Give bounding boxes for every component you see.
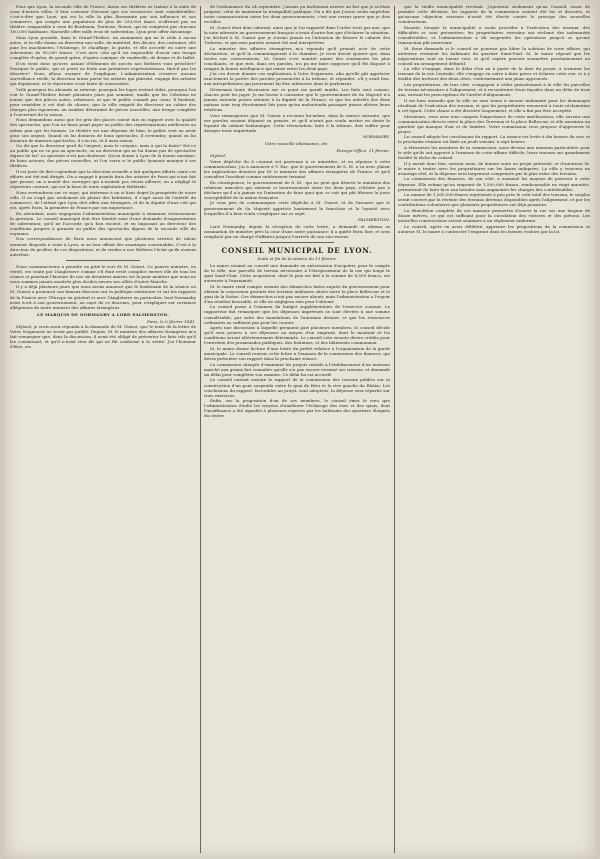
article-paragraph: Il y a déjà plusieurs jours que nous avons annoncé que le lendemain de la séance où M. Guizot a prononcé son fameux discours sur la politique extérieure et sur les rapports de la France avec l'Europe en général et avec l'Angleterre en particulier, lord Normanby avait écrit à son gouvernement, au sujet de ce discours, pour s'expliquer sur certaines allégations de notre ministre des affaires étrangères. [10, 284, 196, 310]
reply-salutation: Mylord, [210, 153, 227, 159]
article-paragraph: La somme de 1,500,000 francs représente à peu près le coût total des travaux; le surplus serait couvert par la revente des terrains devenus disponibles après l'alignement, et par les contributions volontaires que plusieurs propriétaires ont déjà promises. [398, 192, 590, 208]
article-paragraph: Le ministre des affaires étrangères m'a répondu qu'il prenait acte de cette déclaration, et qu'il la communiquerait à la chambre. Je crois devoir ajouter que, dans toutes nos conversations, M. Guizot s'est montré animé des sentiments les plus conciliants, et que rien, dans ses paroles, n'a pu me faire supposer qu'il fût disposé à rompre la bonne intelligence qui existe entre les deux pays. [204, 45, 390, 71]
reply-dateline: Foreign-Office, 11 février. [336, 148, 390, 154]
council-paragraph: Le conseil entend ensuite le rapport de la commission des travaux publics sur la construction d'un pont suspendu entre le quai de Retz et la rive gauche du Rhône. Les conclusions du rapport, favorables au projet, sont adoptées; la dépense sera répartie sur trois exercices. [204, 377, 390, 398]
article-paragraph: A Messieurs les membres de la commission, nous devons une mention particulière pour le zèle qu'ils ont apporté à l'examen de cette affaire difficile; leurs travaux ont grandement facilité la tâche du conseil. [398, 145, 590, 161]
council-paragraph: Après une discussion à laquelle prennent part plusieurs membres, le conseil décide qu'il sera pourvu à ces dépenses au moyen d'un emprunt, dont le montant et les conditions seront ultérieurement déterminés. Le conseil vote ensuite divers crédits pour l'entretien des promenades publiques, des fontaines, et des bâtiments communaux. [204, 325, 390, 346]
article-paragraph: D'où vient donc qu'avec autant d'éléments de succès nos théâtres vont péricliter? Pourquoi le public, qui se porte en foule aux premières représentations, finit-il par les déserter? Nous allons essayer de l'expliquer. L'administration n'exerce aucune surveillance réelle; la direction laisse partir les artistes qui plaisent, engage des artistes qui déplaisent, et le répertoire s'use faute de nouveautés. [10, 60, 196, 86]
section-divider [66, 260, 140, 261]
section-divider [260, 242, 334, 243]
article-paragraph: Vous remarquerez que M. Guizot a reconnu lui-même, dans la séance suivante, que ses paroles avaient dépassé sa pensée, et qu'il n'avait pas voulu mettre en doute la loyauté du cabinet britannique. Cette rétractation, faite à la tribune, doit suffire pour dissiper toute inquiétude. [204, 112, 390, 134]
article-paragraph: Ensuite, lorsque la municipalité a voulu procéder à l'exécution des travaux, des difficultés se sont présentées; les propriétaires riverains ont réclamé des indemnités considérables, et l'administration a dû suspendre les opérations jusqu'à ce qu'une transaction pût intervenir. [398, 24, 590, 45]
newspaper-page [4, 0, 596, 859]
article-paragraph: La commission des finances, de son côté, a examiné les moyens de pourvoir à cette dépense. Elle estime qu'un emprunt de 1,500,000 francs, remboursable en vingt annuités, permettrait de faire face aux besoins sans augmenter les charges des contribuables. [398, 176, 590, 192]
article-paragraph: Il est juste de dire cependant que la direction actuelle a fait quelques efforts; mais ces efforts ont été mal dirigés. On a engagé à grands frais des artistes de Paris qui n'ont fait que passer; on a monté des ouvrages qui n'avaient pas réussi ailleurs; on a négligé le répertoire courant, qui est la base de toute exploitation théâtrale. [10, 169, 196, 190]
article-paragraph: J'ai cru devoir donner ces explications à Votre Seigneurie, afin qu'elle pût apprécier exactement la portée des paroles prononcées à la tribune, et répondre, s'il y avait lieu, aux interpellations qui pourraient lui être adressées dans le parlement. [204, 71, 390, 87]
council-subheading: Suite et fin de la séance du 11 février. [257, 255, 337, 261]
column-rule [394, 6, 395, 853]
council-paragraph: M. le maire rend compte ensuite des démarches faites auprès du gouvernement pour obtenir la concession gratuite des terrains militaires situés entre la place Bellecour et le quai de la Saône. Ces démarches n'ont pas encore abouti; mais l'administration a l'espoir d'un résultat favorable, et elle ne négligera rien pour l'obtenir. [204, 283, 390, 304]
reply-paragraph: Je vous prie de communiquer cette dépêche à M. Guizot, et de l'assurer que le gouvernement de Sa Majesté apprécie hautement la franchise et la loyauté avec lesquelles il a bien voulu s'expliquer sur ce sujet. [204, 200, 390, 216]
letter-text: Mylord, je crois avoir répondu à la demande de M. Guizot, que le texte de la lettre de Votre Seigneurie ne serait pas publié. Depuis, M. le ministre des affaires étrangères m'a fait remarquer que, dans la discussion, il avait été obligé de présenter les faits tels qu'il les connaissait, et qu'il n'avait rien dit qui ne fût conforme à la vérité. J'ai l'honneur d'être, etc. [10, 323, 196, 349]
council-paragraph: Le maire soumet au conseil une demande en autorisation d'acquérir, pour le compte de la ville, une parcelle de terrain nécessaire à l'élargissement de la rue qui longe le quai Saint-Clair. Cette acquisition, dont le prix est fixé à la somme de 8,500 francs, est autorisée à l'unanimité. [204, 262, 390, 283]
article-paragraph: Lord Normanby, depuis la réception de cette lettre, a demandé et obtenu sa nomination de ministre près la cour d'une autre puissance; il a quitté Paris hier, et sera remplacé par un chargé d'affaires jusqu'à l'arrivée de son successeur. [204, 223, 390, 239]
letter-signature: NORMANBY. [362, 134, 390, 140]
reply-paragraph: En conséquence, le gouvernement de S. M., qui ne peut que désirer le maintien des relations amicales qui existent si heureusement entre les deux pays, n'hésite pas à déclarer qu'il n'a jamais eu l'intention de faire quoi que ce soit qui pût blesser la juste susceptibilité de la nation française. [204, 179, 390, 200]
article-paragraph: que la vieille municipalité revenait. J'ajouterai seulement qu'au Conseil, avant de prendre cette décision, les rapports de la commission avaient été lus et discutés, et qu'aucune objection sérieuse n'avait été élevée contre le principe des nouvelles constructions. [398, 4, 590, 25]
article-paragraph: Pour que Lyon, la seconde ville de France, laisse ses théâtres se traîner à la suite de ceux d'autres villes, il faut convenir d'avouer que ses ressources sont considérables; c'est-à-dire que Lyon, qui est la ville la plus florissante par son influence et son commerce, qui compte une population de plus de 250,000 âmes, n'offrirait pas un théâtre comparable à ceux de Bordeaux, Toulouse, Rouen, qui ne comptent pas chacune 100,000 habitants. Marseille offre mille écus de subvention; Lyon peut offrir davantage. [10, 4, 196, 35]
article-paragraph: Il est bien entendu que la ville ne sera tenue à aucune indemnité pour les dommages résultant de l'exécution des travaux, et que les propriétaires renoncent à toute réclamation à cet égard. Cette clause a été discutée longuement, et elle a fini par être acceptée. [398, 97, 590, 113]
article-paragraph: La ville s'engage, dans le délai d'un an à partir de la date du projet, à terminer les travaux de la rue Centrale; elle s'engage en outre à faire paver et éclairer cette rue, et à y établir des trottoirs des deux côtés, conformément aux plans approuvés. [398, 66, 590, 82]
column-rule [200, 6, 201, 853]
article-paragraph: Nous reviendrons sur ce sujet, qui intéresse à un si haut degré la prospérité de notre ville. Il ne s'agit pas seulement du plaisir des habitants; il s'agit aussi de l'intérêt du commerce, de l'attrait que Lyon doit offrir aux étrangers, et de la dignité d'une cité qui est, après Paris, la première de France par son importance. [10, 189, 196, 210]
article-paragraph: Nous commencerons à prendre en pitié le sort de M. Guizot. Ce pauvre ministre, en vérité, est traité par l'Angleterre comme s'il était resté complice envers elle de tous les crimes et pourtant l'histoire de nos six dernières années est là pour montrer que nous ne nous sommes jamais montrés plus dociles envers nos alliés d'outre-Manche. [10, 263, 196, 284]
council-paragraph: Enfin, sur la proposition d'un de ses membres, le conseil émet le vœu que l'administration étudie les moyens d'améliorer l'éclairage des rues et des quais, dont l'insuffisance a été signalée à plusieurs reprises par les habitants des quartiers éloignés du centre. [204, 398, 390, 419]
column-middle [204, 4, 390, 855]
letter-dateline: Paris, le 6 février 1841. [147, 318, 196, 324]
article-paragraph: On dit que le directeur perd de l'argent; nous le croyons, mais à qui la faute? Est-ce au public qui ne va pas au spectacle, ou au directeur qui ne lui donne pas de spectacles dignes de lui? La question n'est pas douteuse. Qu'on donne à Lyon de la bonne musique, de bons acteurs, des pièces nouvelles, et l'on verra si le public lyonnais manque à ses théâtres. [10, 143, 196, 169]
reply-signature: PALMERSTON. [358, 216, 390, 222]
article-paragraph: Voilà pourquoi les abonnés se retirent, pourquoi les loges restent vides, pourquoi l'on voit le Grand-Théâtre fermé plusieurs jours par semaine, tandis que les Célestins ne jouent que des pièces usées, rebattues, et que le public connaît par cœur. Il faudrait, pour remédier à cet état de choses, que la ville exigeât du directeur un cahier des charges plus rigoureux, un nombre déterminé de pièces nouvelles, une troupe complète à l'ouverture de la saison. [10, 86, 196, 117]
article-paragraph: Nos correspondances de Paris nous annoncent que plusieurs artistes de talent seraient disposés à venir à Lyon, si on leur offrait des avantages convenables. C'est à la direction de profiter de ces dispositions, et de rendre à nos théâtres l'éclat qu'ils avaient autrefois. [10, 236, 196, 257]
article-paragraph: Le conseil, après en avoir délibéré, approuve les propositions de la commission et autorise M. le maire à contracter l'emprunt dans les formes voulues par la loi. [398, 223, 590, 234]
article-paragraph: M. Roux demande si le conseil ne pourrait pas hâter la solution de cette affaire, qui intéresse vivement les habitants du quartier Saint-Paul. M. le maire répond que les négociations sont en bonne voie, et qu'il espère pouvoir soumettre prochainement au conseil un arrangement définitif. [398, 45, 590, 66]
article-paragraph: La démolition complète de ces maisons permettra d'ouvrir la rue sur une largeur de douze mètres, ce qui est suffisant pour la circulation des voitures et des piétons. Les nouvelles constructions seront soumises à un règlement uniforme. [398, 207, 590, 224]
article-paragraph: de l'ordonnance du 24 septembre, j'aurais pu facilement arriver au but que je m'étais proposé, celui de maintenir la tranquillité publique. On a dit que j'avais voulu empêcher toute communication entre les deux gouvernements; c'est une erreur grave que je dois rectifier. [204, 4, 390, 25]
reply-paragraph: Votre dépêche du 6 courant est parvenue à ce ministère, et en réponse à cette communication, j'ai à annoncer à V. Exc. que le gouvernement de S. M. a vu avec plaisir les explications données par M. le ministre des affaires étrangères de France, et qu'il considère l'incident comme entièrement terminé. [204, 158, 390, 180]
article-paragraph: Il y aurait donc lieu, suivant nous, de donner suite au projet présenté, et d'autoriser M. le maire à traiter avec les propriétaires sur les bases indiquées. La ville y trouvera un avantage réel, et la dépense sera largement compensée par la plus-value des terrains. [398, 160, 590, 176]
article-paragraph: Désormais toute discussion sur ce point me paraît inutile. Les faits sont connus; chacun peut les juger. Je me borne à constater que le gouvernement de Sa Majesté n'a jamais entendu porter atteinte à la dignité de la France, et que les intérêts des deux nations sont trop étroitement liés pour qu'un malentendu passager puisse altérer leurs relations. [204, 87, 390, 113]
article-paragraph: Les propriétaires, de leur côté, s'engagent à céder gratuitement à la ville les parcelles de terrain nécessaires à l'alignement, et à reconstruire leurs façades dans un délai de trois ans, suivant les prescriptions de l'arrêté d'alignement. [398, 82, 590, 98]
council-heading: CONSEIL MUNICIPAL DE LYON. [221, 245, 373, 255]
article-paragraph: En attendant, nous engageons l'administration municipale à examiner sérieusement la question. Le conseil municipal doit être bientôt saisi d'une demande d'augmentation de subvention; qu'il ne l'accorde qu'à bon escient, et en imposant au directeur des conditions propres à garantir au public des spectacles dignes de la seconde ville du royaume. [10, 210, 196, 236]
article-paragraph: Mais Lyon possède, dans le Grand-Théâtre, un monument qui ne le cède à aucun autre, et la ville donne au directeur une salle, du matériel, des décors, des costumes; elle paie les machinistes, l'éclairage, le chauffage, la garde, et elle accorde en outre une subvention de 90,000 francs. C'est avec cela qu'il est impossible d'avoir une troupe complète d'opéra, de grand opéra, d'opéra comique, de vaudeville, de drame et de ballet. [10, 34, 196, 61]
article-paragraph: M. Guizot était donc informé, ainsi que je l'ai rapporté dans l'ordre écrit par moi, que la note adressée au gouvernement français n'avait d'autre but que d'éclairer la situation. J'ai déclaré à M. Guizot que je n'avais jamais eu l'intention de blesser le cabinet des Tuileries, et que mes paroles avaient été mal interprétées. [204, 24, 390, 45]
column-right [398, 4, 590, 855]
article-paragraph: Messieurs, vous avez tous compris l'importance de cette amélioration; elle ouvrira une communication directe entre la place des Terreaux et la place Bellecour, et elle assainira un quartier qui manque d'air et de lumière. Votre commission vous propose d'approuver le projet. [398, 113, 590, 134]
council-paragraph: M. le maire donne lecture d'une lettre du préfet relative à l'organisation de la garde municipale. Le conseil renvoie cette lettre à l'examen de la commission des finances, qui devra présenter son rapport dans la prochaine séance. [204, 345, 390, 362]
column-left [10, 4, 196, 855]
letter-heading: LE MARQUIS DE NORMANBY A LORD PALMERSTON. [37, 311, 169, 317]
reply-heading: Votre nouvelle obéissance, etc. [264, 141, 330, 147]
council-paragraph: La commission chargée d'examiner les projets relatifs à l'établissement d'un nouveau marché aux grains fait connaître qu'elle n'a pas encore terminé ses travaux, et demande un délai pour compléter son examen. Ce délai lui est accordé. [204, 361, 390, 377]
article-paragraph: Le conseil adopte les conclusions du rapport. La séance est levée à dix heures du soir, et la prochaine réunion est fixée au jeudi suivant, à sept heures. [398, 134, 590, 145]
council-paragraph: Le conseil passe à l'examen du budget supplémentaire de l'exercice courant. Le rapporteur fait remarquer que les dépenses imprévues se sont élevées à une somme considérable, par suite des inondations de l'automne dernier, et que les ressources ordinaires ne suffisent pas pour les couvrir. [204, 304, 390, 325]
article-paragraph: Nous demandons aussi que les prix des places soient mis en rapport avec la qualité des spectacles, que l'on ne fasse point payer au public des représentations médiocres au même prix que les bonnes. Le théâtre est une dépense de luxe; le public veut en avoir pour son argent. Quand on lui donnera de bons spectacles, il reviendra; quand on lui donnera de mauvais spectacles, il s'en ira, et il aura raison. [10, 117, 196, 143]
